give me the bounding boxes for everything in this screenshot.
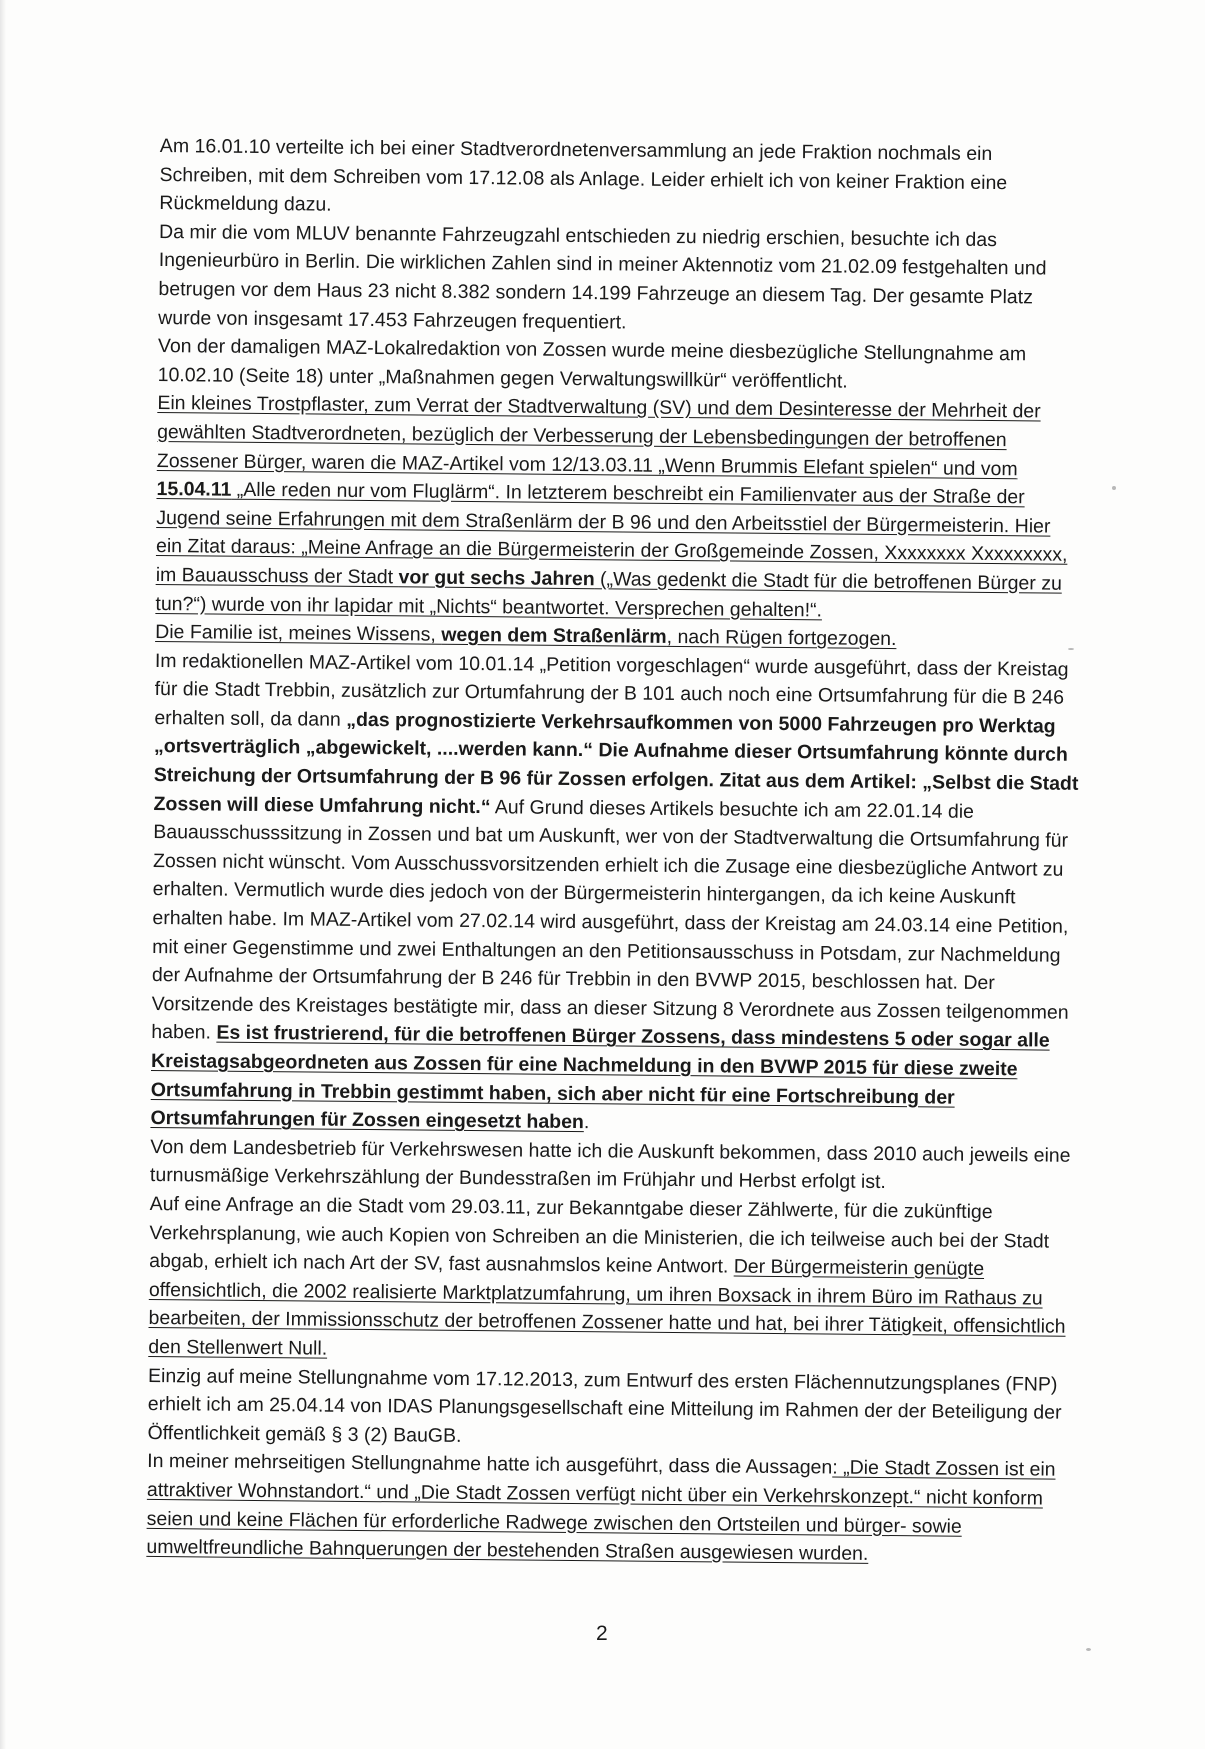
- paragraph-p3: [158, 332, 1084, 398]
- text-run: Im redaktionellen MAZ-Artikel vom 10.01.14 „Petition vorgeschlagen“ wurde ausgeführt, dass der Kreistag für die Stadt Trebbin, zusätzlich zur Ortumfahrung der B 101 auch noch eine Ortsumfahrung für die B 246 erhalten soll, da dann: [154, 649, 1069, 731]
- text-run: wegen dem Straßenlärm: [441, 623, 667, 648]
- paragraph-p9: [147, 1361, 1073, 1456]
- text-run: Der Bürgermeisterin genügte offensichtlich, die 2002 realisierte Marktplatzumfahrung, um ihren Boxsack in ihrem Büro im Rathaus zu bearbeiten, der Immissionsschutz der betroffenen Zossener hatte und hat, bei ihrer Tätigkeit, offensichtlich den Stellenwert Null.: [148, 1255, 1066, 1360]
- text-run: : „Die Stadt Zossen ist ein attraktiver Wohnstandort.“ und „Die Stadt Zossen verfügt nicht über ein Verkehrskonzept.“ nicht konform seien und keine Flächen für erforderliche Radwege zwischen den Ortsteilen und bürger- sowie umweltfreundliche Bahnquerungen der bestehenden Straßen ausgewiesen wurden.: [146, 1456, 1056, 1565]
- text-run: 15.04.11: [156, 478, 232, 501]
- text-run: Auf Grund dieses Artikels besuchte ich am 22.01.14 die Bauausschusssitzung in Zossen und bat um Auskunft, wer von der Stadtverwaltung die Ortsumfahrung für Zossen nicht wünscht. Vom Ausschussvorsitzenden erhielt ich die Zusage eine diesbezügliche Antwort zu erhalten. Vermutlich wurde dies jedoch von der Bürgermeisterin hintergangen, da ich keine Auskunft erhalten habe. Im MAZ-Artikel vom 27.02.14 wird ausgeführt, dass der Kreistag am 24.03.14 eine Petition, mit einer Gegenstimme und zwei Enthaltungen an den Petitionsausschuss in Potsdam, zur Nachmeldung der Aufnahme der Ortsumfahrung der B 246 für Trebbin in den BVWP 2015, beschlossen hat. Der Vorsitzende des Kreistages bestätigte mir, dass an dieser Sitzung 8 Verordnete aus Zossen teilgenommen haben.: [151, 795, 1069, 1044]
- paragraph-p7: [150, 1133, 1076, 1199]
- paragraph-p8: [148, 1190, 1075, 1370]
- page-number: 2: [596, 1622, 608, 1645]
- scan-speck: [1112, 486, 1116, 490]
- text-run: , nach Rügen fortgezogen.: [666, 625, 897, 651]
- text-run: Ein kleines Trostpflaster, zum Verrat der Stadtverwaltung (SV) und dem Desinteresse der Mehrheit der gewählten Stadtverordneten, bezüglich der Verbesserung der Lebensbedingungen der betroffenen Zossener Bürger, waren die MAZ-Artikel vom 12/13.03.11 „Wenn Brummis Elefant spielen“ und vom: [156, 392, 1041, 480]
- text-run: Die Familie ist, meines Wissens,: [155, 621, 442, 646]
- document-body: [146, 132, 1085, 1571]
- text-run: Auf eine Anfrage an die Stadt vom 29.03.11, zur Bekanntgabe dieser Zählwerte, für die zukünftige Verkehrsplanung, wie auch Kopien von Schreiben an die Ministerien, die ich teilweise auch bei der Stadt abgab, erhielt ich nach Art der SV, fast ausnahmslos keine Antwort.: [149, 1192, 1050, 1278]
- text-run: „Alle reden nur vom Fluglärm“. In letzterem beschreibt ein Familienvater aus der Straße der Jugend seine Erfahrungen mit dem Straßenlärm der B 96 und den Arbeitsstiel der Bürgermeisterin. Hier ein Zitat daraus: „Meine Anfrage an die Bürgermeisterin der Großgemeinde Zossen, Xxxxxxxx Xxxxxxxxx, im Bauausschuss der Stadt: [155, 478, 1068, 589]
- scan-speck: [1086, 1648, 1091, 1651]
- text-run: Da mir die vom MLUV benannte Fahrzeugzahl entschieden zu niedrig erschien, besuchte ich das Ingenieurbüro in Berlin. Die wirklichen Zahlen sind in meiner Aktennotiz vom 21.02.09 festgehalten und betrugen vor dem Haus 23 nicht 8.382 sondern 14.199 Fahrzeuge an diesem Tag. Der gesamte Platz wurde von insgesamt 17.453 Fahrzeugen frequentiert.: [158, 220, 1047, 334]
- text-run: „das prognostizierte Verkehrsaufkommen von 5000 Fahrzeugen pro Werktag „ortsverträglich „abgewickelt, ....werden kann.“ Die Aufnahme dieser Ortsumfahrung könnte durch Streichung der Ortsumfahrung der B 96 für Zossen erfolgen. Zitat aus dem Artikel: „Selbst die Stadt Zossen will diese Umfahrung nicht.“: [153, 708, 1079, 818]
- text-run: In meiner mehrseitigen Stellungnahme hatte ich ausgeführt, dass die Aussagen: [147, 1450, 833, 1479]
- paragraph-p4: [155, 389, 1082, 627]
- scan-edge: [0, 0, 6, 1749]
- text-run: Einzig auf meine Stellungnahme vom 17.12.2013, zum Entwurf des ersten Flächennutzungsplanes (FNP) erhielt ich am 25.04.14 von IDAS Planungsgesellschaft eine Mitteilung im Rahmen der der Beteiligung der Öffentlichkeit gemäß § 3 (2) BauGB.: [147, 1364, 1062, 1447]
- text-run: Es ist frustrierend, für die betroffenen Bürger Zossens, dass mindestens 5 oder sogar alle Kreistagsabgeordneten aus Zossen für eine Nachmeldung in den BVWP 2015 für diese zweite Ortsumfahrung in Trebbin gestimmt haben, sich aber nicht für eine Fortschreibung der Ortsumfahrungen für Zossen eingesetzt haben: [150, 1021, 1050, 1134]
- scan-speck: [1068, 648, 1074, 650]
- text-run: („Was gedenkt die Stadt für die betroffenen Bürger zu tun?“) wurde von ihr lapidar mit „Nichts“ beantwortet. Versprechen gehalten!“.: [155, 568, 1062, 621]
- text-run: .: [583, 1111, 590, 1134]
- text-run: vor gut sechs Jahren: [398, 566, 595, 591]
- text-run: Von dem Landesbetrieb für Verkehrswesen hatte ich die Auskunft bekommen, dass 2010 auch jeweils eine turnusmäßige Verkehrszählung der Bundesstraßen im Frühjahr und Herbst erfolgt ist.: [149, 1135, 1071, 1194]
- paragraph-p1: [159, 132, 1085, 227]
- text-run: Von der damaligen MAZ-Lokalredaktion von Zossen wurde meine diesbezügliche Stellungnahme am 10.02.10 (Seite 18) unter „Maßnahmen gegen Verwaltungswillkür“ veröffentlicht.: [157, 335, 1027, 393]
- paragraph-p6: [150, 647, 1080, 1142]
- paragraph-p10: [146, 1447, 1072, 1570]
- paragraph-p2: [158, 218, 1084, 341]
- text-run: Am 16.01.10 verteilte ich bei einer Stadtverordnetenversammlung an jede Fraktion nochmals ein Schreiben, mit dem Schreiben vom 17.12.08 als Anlage. Leider erhielt ich von keiner Fraktion eine Rückmeldung dazu.: [159, 134, 1008, 216]
